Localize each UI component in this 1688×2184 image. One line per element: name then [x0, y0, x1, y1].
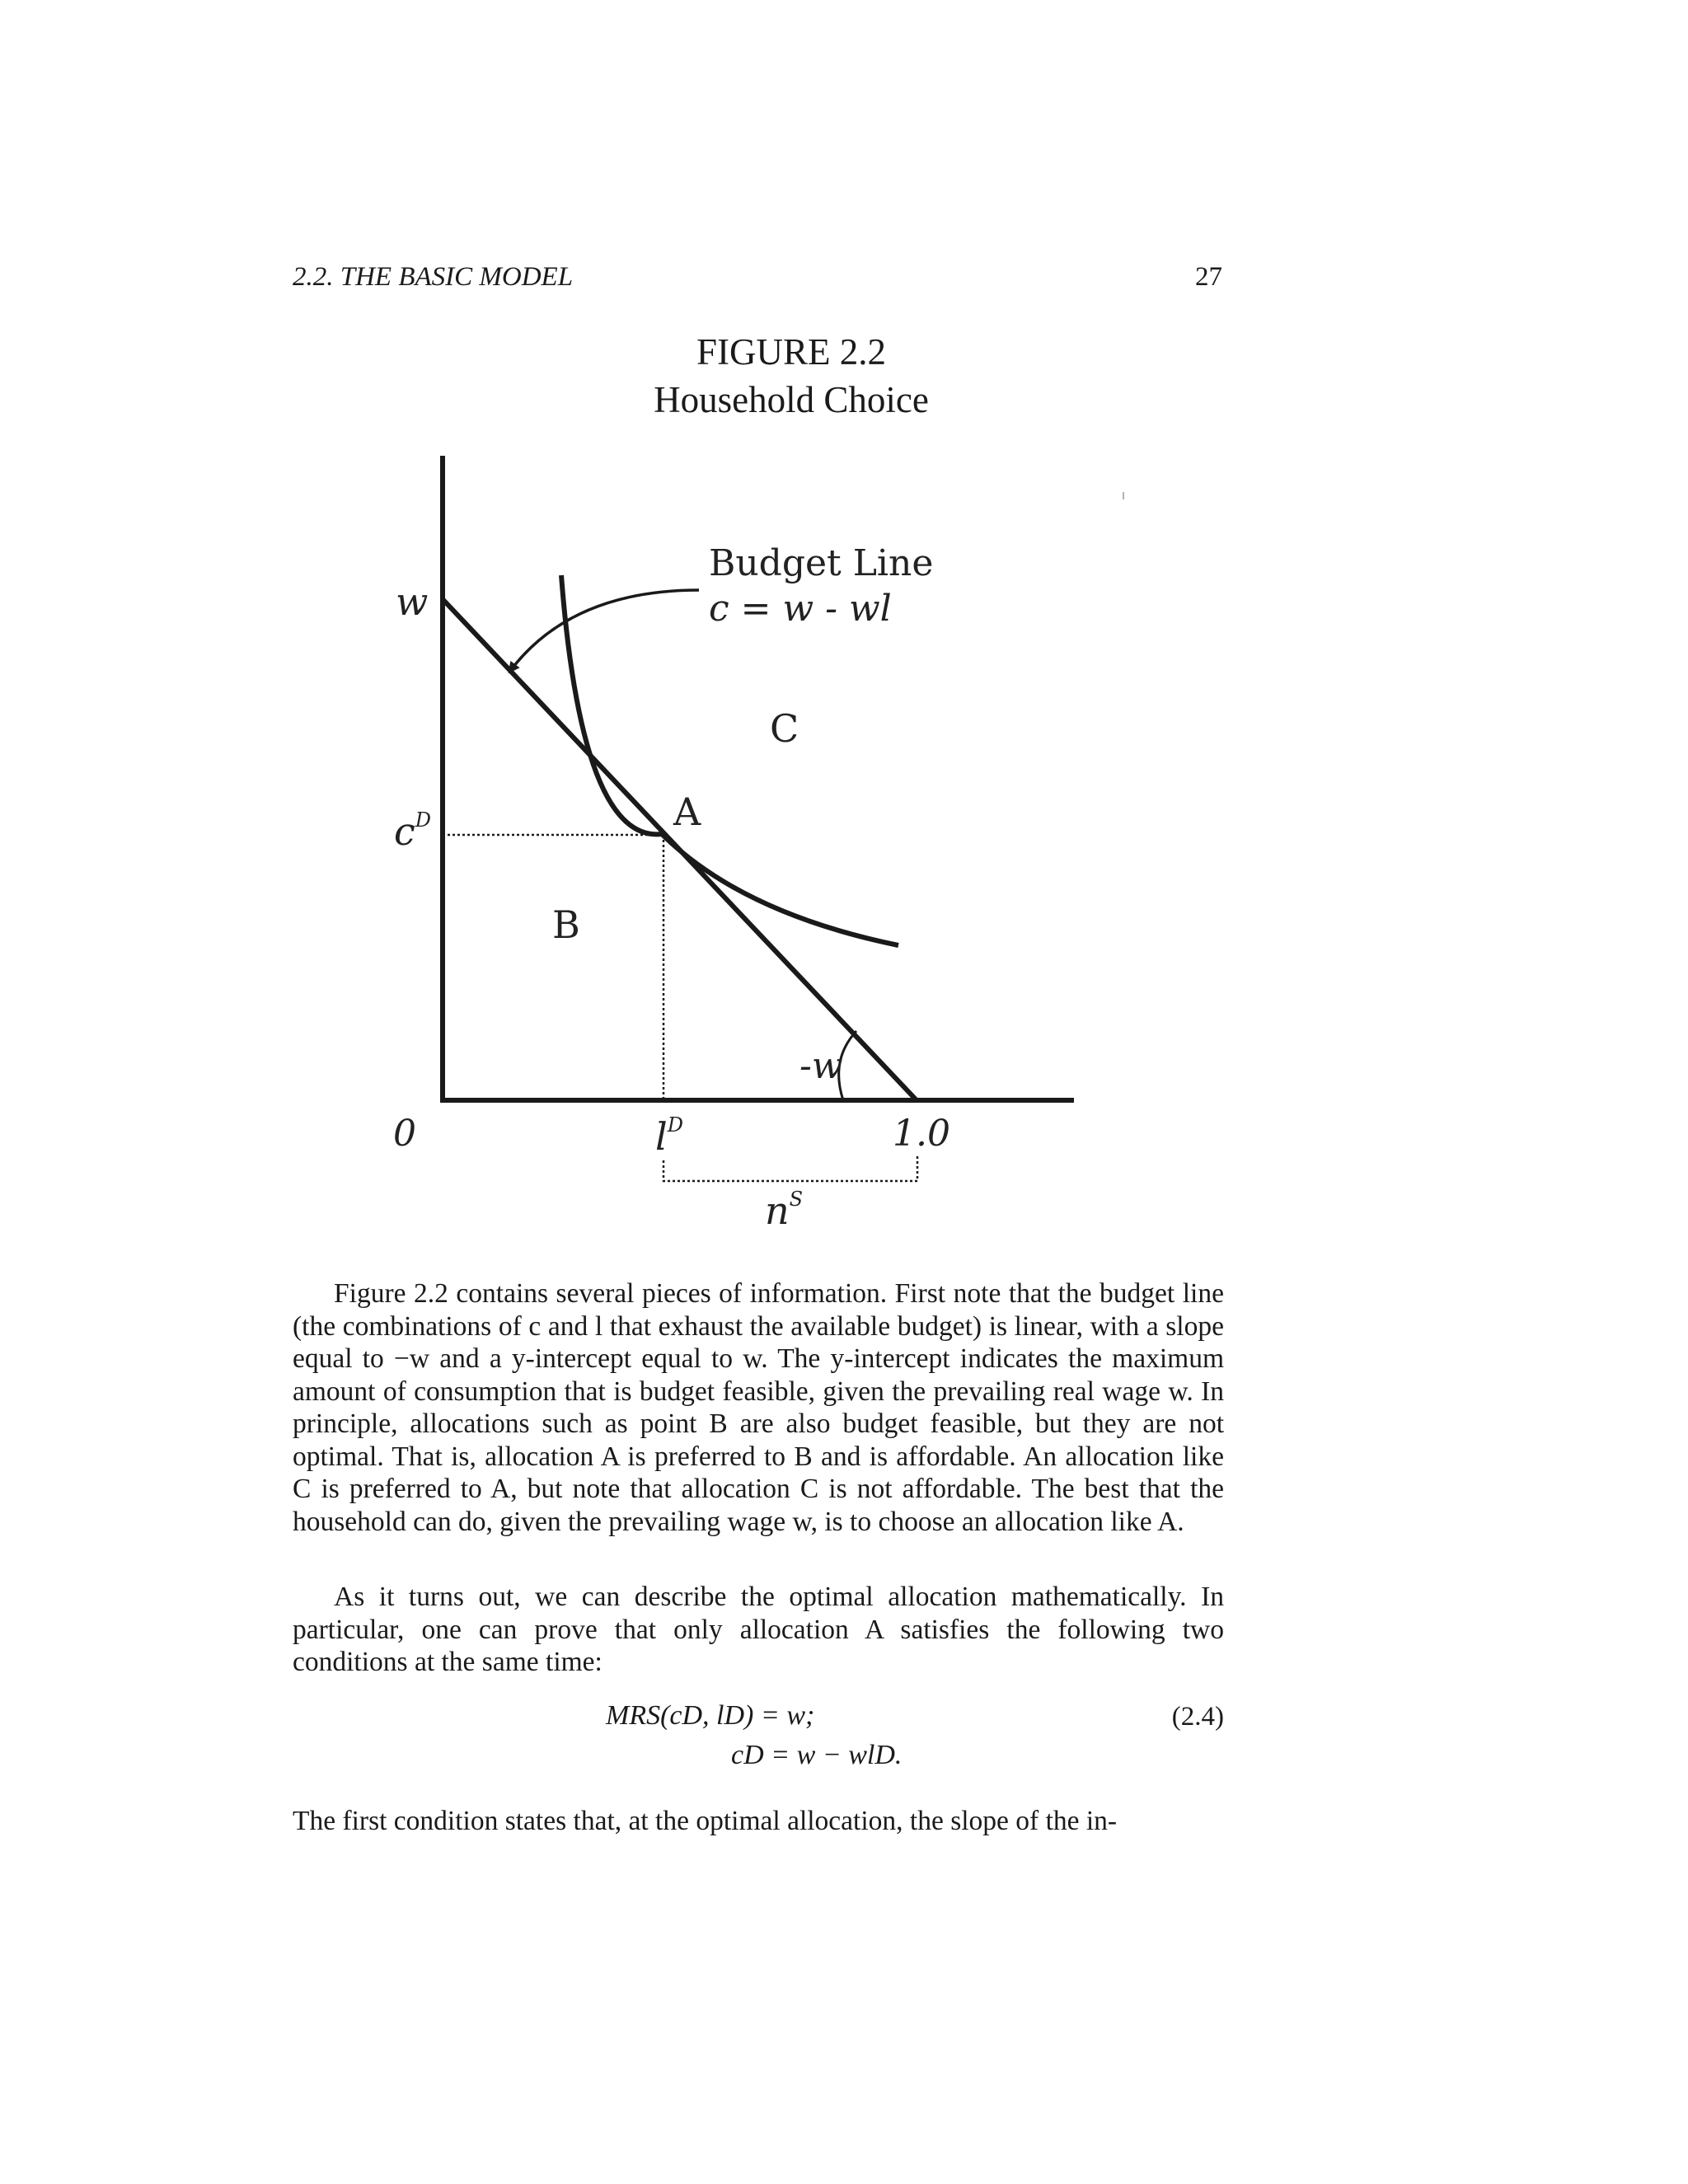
origin-label: 0	[393, 1113, 416, 1155]
figure-number-label: FIGURE 2.2	[696, 331, 886, 373]
equation-line-2: cD = w − wlD.	[731, 1740, 903, 1770]
budget-line-equation: c = w - wl	[709, 588, 892, 630]
l-demand-label: $l^D$	[655, 1113, 683, 1159]
n-supply-bracket	[663, 1154, 917, 1181]
figure-caption: Household Choice	[654, 379, 929, 420]
paragraph-optimal-allocation: As it turns out, we can describe the optimal allocation mathematically. In particular, one can prove that only allocation A satisfies the following two conditions at the same time:	[293, 1582, 1224, 1677]
equation-line-1: MRS(cD, lD) = w;	[606, 1700, 815, 1731]
c-demand-label: $c^D$	[394, 808, 432, 854]
budget-line-title: Budget Line	[709, 542, 934, 584]
point-c-label: C	[770, 706, 799, 751]
paragraph-figure-discussion: Figure 2.2 contains several pieces of information. First note that the budget line (the combinations of c and l that exhaust the available budget) is linear, with a slope equal to −w and a y-intercept equal to w. The y-intercept indicates the maximum amount of consumption that is budget feasible, given the prevailing real wage w. In principle, allocations such as point B are also budget feasible, but they are not optimal. That is, allocation A is preferred to B and is affordable. An allocation like C is preferred to A, but note that allocation C is not affordable. The best that the household can do, given the prevailing wage w, is to choose an allocation like A.	[293, 1278, 1224, 1537]
page-number: 27	[1195, 262, 1222, 292]
running-header-section: 2.2. THE BASIC MODEL	[293, 262, 574, 292]
y-intercept-label: w	[396, 579, 429, 624]
paragraph-first-condition: The first condition states that, at the optimal allocation, the slope of the in-	[293, 1806, 1118, 1836]
point-b-label: B	[552, 902, 580, 947]
budget-line-pointer-arrow	[510, 590, 699, 671]
slope-label: -w	[799, 1045, 843, 1087]
n-supply-label: $n^S$	[765, 1188, 804, 1233]
indifference-curve	[561, 575, 898, 945]
x-end-label: 1.0	[893, 1113, 950, 1155]
point-a-label: A	[673, 790, 701, 834]
equation-number: (2.4)	[1171, 1702, 1224, 1732]
